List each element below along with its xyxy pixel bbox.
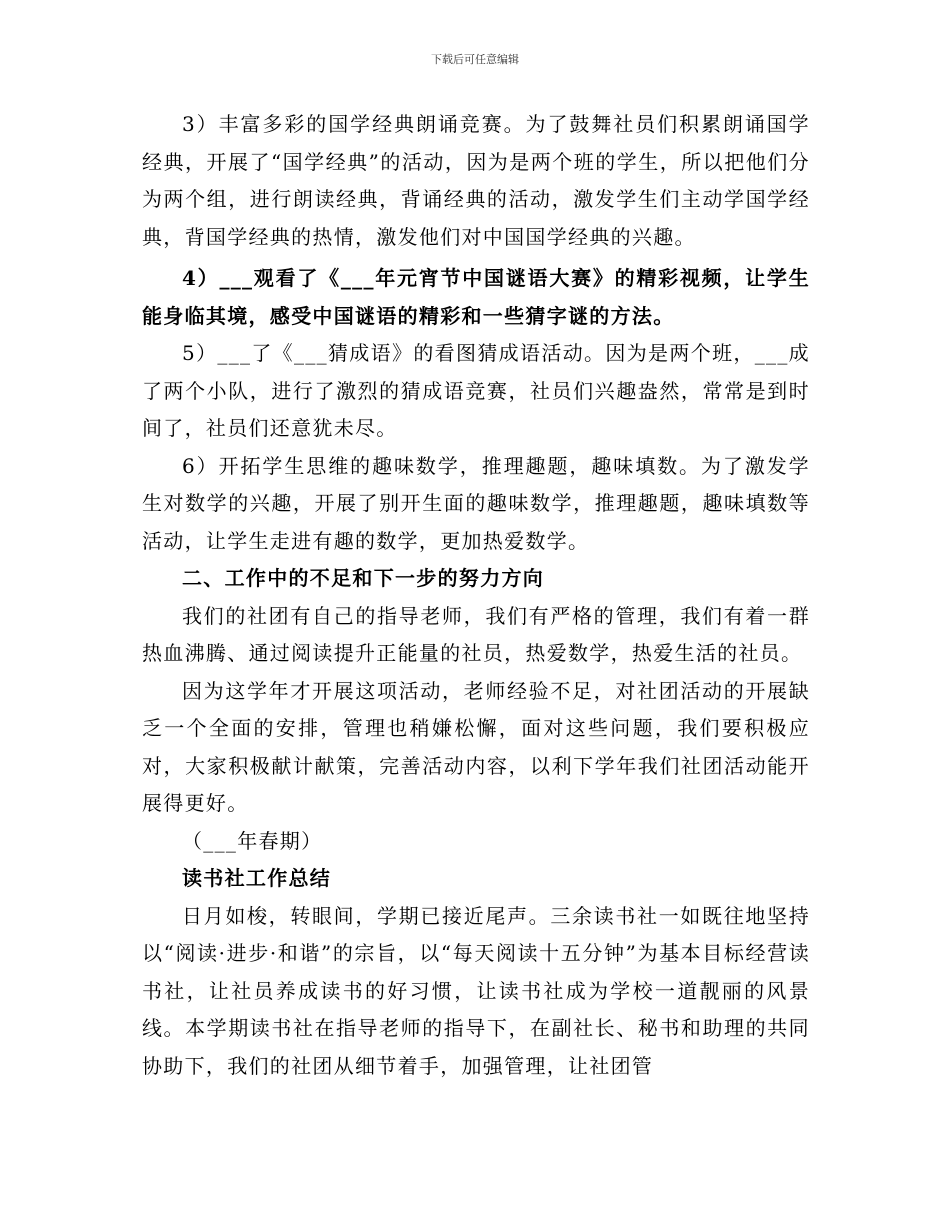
page-header-note: 下载后可任意编辑 (431, 53, 519, 66)
paragraph-classics-recital: 3）丰富多彩的国学经典朗诵竞赛。为了鼓舞社员们积累朗诵国学经典，开展了“国学经典”的活动，因为是两个班的学生，所以把他们分为两个组，进行朗读经典，背诵经典的活动，激发学生们主动学国学经典，背国学经典的热情，激发他们对中国国学经典的兴趣。 (142, 112, 810, 249)
paragraph-idiom-guessing: 5）___了《___猜成语》的看图猜成语活动。因为是两个班，___成了两个小队，进行了激烈的猜成语竞赛，社员们兴趣盎然，常常是到时间了，社员们还意犹未尽。 (142, 341, 810, 440)
paragraph-reading-club-summary: 日月如梭，转眼间，学期已接近尾声。三余读书社一如既往地坚持以“阅读·进步·和谐”的宗旨，以“每天阅读十五分钟”为基本目标经营读书社，让社员养成读书的好习惯，让读书社成为学校一道靓丽的风景线。本学期读书社在指导老师的指导下，在副社长、秘书和助理的共同协助下，我们的社团从细节着手，加强管理，让社团管 (142, 903, 810, 1078)
document-body (142, 106, 810, 1085)
paragraph-club-strengths: 我们的社团有自己的指导老师，我们有严格的管理，我们有着一群热血沸腾、通过阅读提升正能量的社员，热爱数学，热爱生活的社员。 (142, 603, 810, 665)
section-heading-reading-club: 读书社工作总结 (182, 866, 332, 890)
paragraph-club-improvements: 因为这学年才开展这项活动，老师经验不足，对社团活动的开展缺乏一个全面的安排，管理也稍嫌松懈，面对这些问题，我们要积极应对，大家积极献计献策，完善活动内容，以利下学年我们社团活动能开展得更好。 (142, 678, 810, 815)
section-heading-shortcomings: 二、工作中的不足和下一步的努力方向 (182, 566, 545, 590)
paragraph-term-label: （___年春期） (182, 828, 323, 853)
paragraph-riddle-video: 4）___观看了《___年元宵节中国谜语大赛》的精彩视频，让学生能身临其境，感受中国谜语的精彩和一些猜字谜的方法。 (142, 266, 810, 328)
paragraph-fun-math: 6）开拓学生思维的趣味数学，推理趣题，趣味填数。为了激发学生对数学的兴趣，开展了别开生面的趣味数学，推理趣题，趣味填数等活动，让学生走进有趣的数学，更加热爱数学。 (142, 453, 810, 553)
